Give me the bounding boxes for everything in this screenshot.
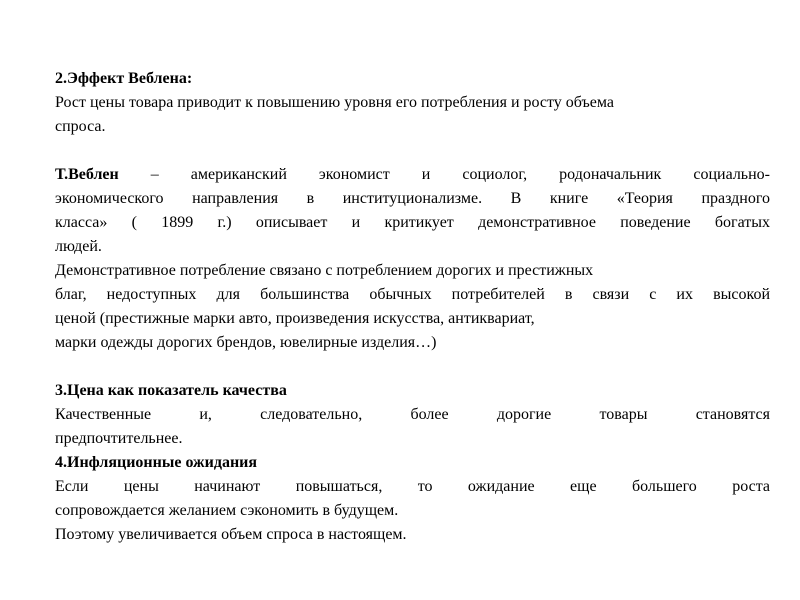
spacer [55, 139, 770, 163]
veblen-bio-line-3: класса» ( 1899 г.) описывает и критикует демонстративное поведение богатых [55, 214, 770, 231]
veblen-name: Т.Веблен [55, 166, 119, 183]
inflation-line-3: Поэтому увеличивается объем спроса в настоящем. [55, 526, 407, 543]
spacer [55, 355, 770, 379]
inflation-line-2: сопровождается желанием сэкономить в будущем. [55, 502, 399, 519]
veblen-effect-heading: 2.Эффект Веблена: [55, 70, 193, 87]
conspicuous-line-2: благ, недоступных для большинства обычных потребителей в связи с их высокой [55, 286, 770, 303]
price-quality-line-2: предпочтительнее. [55, 430, 183, 447]
veblen-effect-line-1: Рост цены товара приводит к повышению уровня его потребления и росту объема [55, 94, 615, 111]
inflation-heading: 4.Инфляционные ожидания [55, 454, 258, 471]
inflation-line-1: Если цены начинают повышаться, то ожидание еще большего роста [55, 478, 770, 495]
veblen-effect-line-2: спроса. [55, 118, 106, 135]
conspicuous-line-4: марки одежды дорогих брендов, ювелирные изделия…) [55, 334, 437, 351]
price-quality-line-1: Качественные и, следовательно, более дорогие товары становятся [55, 406, 770, 423]
veblen-bio-line-1 [55, 163, 770, 187]
slide-text-body [55, 67, 770, 547]
conspicuous-line-3: ценой (престижные марки авто, произведения искусства, антиквариат, [55, 310, 535, 327]
conspicuous-line-1: Демонстративное потребление связано с потреблением дорогих и престижных [55, 262, 594, 279]
veblen-bio-line-2: экономического направления в институционализме. В книге «Теория праздного [55, 190, 770, 207]
veblen-bio-line-1-rest: – американский экономист и социолог, родоначальник социально- [118, 166, 770, 183]
price-quality-heading: 3.Цена как показатель качества [55, 382, 287, 399]
veblen-bio-line-4: людей. [55, 238, 102, 255]
